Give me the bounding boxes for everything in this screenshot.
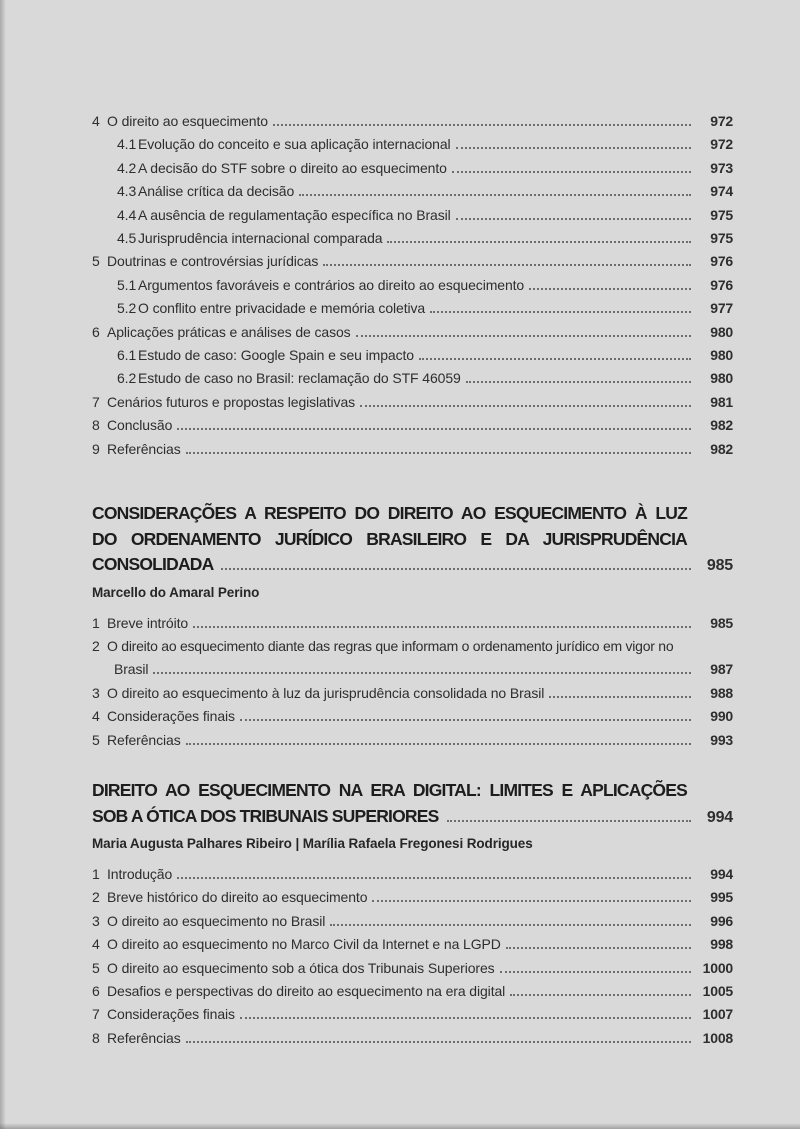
entry-number: 4.5 [117,230,137,247]
entry-number: 5 [92,731,100,748]
entry-number: 8 [92,417,100,434]
entry-page: 987 [710,661,733,678]
entry-title: Desafios e perspectivas do direito ao esquecimento na era digital [107,983,506,1000]
entry-page: 977 [710,300,733,317]
toc-content [92,110,733,1050]
entry-number: 4.2 [117,159,137,176]
dotted-leader [193,624,691,628]
entry-number: 6 [92,323,100,340]
toc-entry [92,1003,733,1026]
entry-title: O direito ao esquecimento à luz da jurisprudência consolidada no Brasil [107,684,545,701]
toc-entry [92,635,733,658]
entry-page: 995 [710,889,733,906]
entry-page: 982 [710,417,733,434]
entry-page: 993 [710,731,733,748]
toc-entry [92,1027,733,1050]
entry-number: 6 [92,983,100,1000]
dotted-leader [360,403,691,407]
toc-entry [92,933,733,956]
entry-title: Introdução [107,866,173,883]
dotted-leader [299,192,691,196]
dotted-leader [330,922,691,926]
entry-page: 976 [710,276,733,293]
entry-number: 7 [92,393,100,410]
toc-entry [92,274,733,297]
entry-title: O direito ao esquecimento sob a ótica dos Tribunais Superiores [107,959,495,976]
dotted-leader [323,262,691,266]
entry-number: 1 [92,614,100,631]
dotted-leader [419,356,691,360]
toc-entry [92,321,733,344]
entry-page: 976 [710,253,733,270]
entry-number: 6.1 [117,347,137,364]
toc-entry [92,729,733,752]
dotted-leader [240,717,691,721]
toc-entry [92,438,733,461]
entry-page: 988 [710,684,733,701]
dotted-leader [273,122,691,126]
toc-entry [92,658,733,681]
entry-title: Considerações finais [107,708,235,725]
entry-number: 5.2 [117,300,137,317]
entry-title: Conclusão [107,417,173,434]
dotted-leader [430,309,691,313]
toc-entry [92,110,733,133]
toc-chapter-1 [92,501,733,752]
dotted-leader [356,333,691,337]
entry-number: 7 [92,1006,100,1023]
toc-entry [92,910,733,933]
chapter-title [92,778,733,804]
dotted-leader [529,286,691,290]
entry-page: 972 [710,113,733,129]
entry-title: O direito ao esquecimento [107,113,268,129]
entry-page: 973 [710,159,733,176]
page-edge-shadow-left [0,0,6,1129]
entry-title: O direito ao esquecimento diante das regras que informam o ordenamento jurídico em vigor no [107,638,674,654]
dotted-leader [452,169,691,173]
entry-title: Brasil [114,661,149,678]
entry-title: Cenários futuros e propostas legislativas [107,393,356,410]
toc-entry [92,250,733,273]
entry-page: 998 [710,936,733,953]
entry-title: O conflito entre privacidade e memória coletiva [138,300,426,317]
toc-entry [92,705,733,728]
chapter-title-text: SOB A ÓTICA DOS TRIBUNAIS SUPERIORES [92,805,439,826]
entry-page: 975 [710,206,733,223]
entry-page: 1007 [702,1006,733,1023]
page-edge-shadow-bottom [0,1123,800,1129]
entry-number: 4.3 [117,183,137,200]
entry-title: Considerações finais [107,1006,235,1023]
entry-page: 985 [710,614,733,631]
dotted-leader [387,239,691,243]
dotted-leader [456,145,691,149]
entry-number: 5.1 [117,276,137,293]
toc-entry [92,227,733,250]
chapter-title-line: CONSIDERAÇÕES A RESPEITO DO DIREITO AO ESQUECIMENTO À LUZ [92,503,687,524]
entry-page: 1005 [702,983,733,1000]
toc-entry [92,682,733,705]
entry-page: 980 [710,347,733,364]
dotted-leader [447,818,691,822]
entry-title: Referências [107,440,181,457]
chapter-title-text: CONSOLIDADA [92,554,214,575]
entry-title: Estudo de caso: Google Spain e seu impacto [138,347,414,364]
dotted-leader [506,945,691,949]
dotted-leader [456,216,691,220]
dotted-leader [372,898,691,902]
entry-number: 4.1 [117,136,137,153]
entry-title: O direito ao esquecimento no Brasil [107,912,326,929]
dotted-leader [221,566,691,570]
entry-title: Breve intróito [107,614,189,631]
entry-title: Evolução do conceito e sua aplicação internacional [138,136,451,153]
toc-entry [92,980,733,1003]
toc-entry [92,612,733,635]
entry-page: 972 [710,136,733,153]
entry-title: Breve histórico do direito ao esquecimento [107,889,368,906]
entry-number: 4 [92,113,100,129]
dotted-leader [549,694,691,698]
chapter-title-line: DO ORDENAMENTO JURÍDICO BRASILEIRO E DA JURISPRUDÊNCIA [92,528,687,549]
entry-page: 980 [710,370,733,387]
dotted-leader [177,875,691,879]
dotted-leader [240,1015,691,1019]
chapter-authors: Maria Augusta Palhares Ribeiro | Marília Rafaela Fregonesi Rodrigues [92,836,533,852]
entry-number: 5 [92,959,100,976]
entry-page: 1008 [702,1029,733,1046]
toc-entry [92,414,733,437]
entry-page: 982 [710,440,733,457]
entry-number: 5 [92,253,100,270]
entry-title: A ausência de regulamentação específica no Brasil [138,206,451,223]
entry-number: 3 [92,684,100,701]
toc-entry [92,391,733,414]
chapter-page-number: 985 [706,557,733,575]
entry-title: Aplicações práticas e análises de casos [107,323,351,340]
entry-title: Doutrinas e controvérsias jurídicas [107,253,319,270]
chapter-entries [92,863,733,1050]
entry-number: 4.4 [117,206,137,223]
entry-number: 2 [92,889,100,906]
toc-entry [92,133,733,156]
dotted-leader [186,741,691,745]
toc-chapter-2 [92,778,733,1050]
toc-entry [92,180,733,203]
entry-title: Análise crítica da decisão [138,183,295,200]
chapter-title [92,501,733,552]
toc-entry [92,297,733,320]
toc-entry [92,367,733,390]
entry-title: Referências [107,731,181,748]
entry-number: 4 [92,936,100,953]
chapter-title-line: DIREITO AO ESQUECIMENTO NA ERA DIGITAL: LIMITES E APLICAÇÕES [92,780,687,801]
entry-page: 1000 [702,959,733,976]
dotted-leader [153,670,691,674]
entry-number: 6.2 [117,370,137,387]
chapter-page-number: 994 [706,808,733,826]
dotted-leader [500,969,691,973]
dotted-leader [510,992,691,996]
toc-section-previous-article [92,110,733,461]
entry-page: 990 [710,708,733,725]
entry-title: Estudo de caso no Brasil: reclamação do STF 46059 [138,370,461,387]
toc-entry [92,886,733,909]
entry-number: 4 [92,708,100,725]
dotted-leader [466,379,691,383]
entry-page: 981 [710,393,733,410]
dotted-leader [177,426,691,430]
toc-entry [92,863,733,886]
chapter-authors: Marcello do Amaral Perino [92,584,260,600]
entry-page: 994 [710,866,733,883]
chapter-entries [92,612,733,752]
entry-number: 2 [92,638,100,654]
entry-number: 9 [92,440,100,457]
entry-number: 8 [92,1029,100,1046]
toc-entry [92,344,733,367]
dotted-leader [186,450,691,454]
entry-number: 3 [92,912,100,929]
entry-page: 980 [710,323,733,340]
entry-page: 996 [710,912,733,929]
dotted-leader [186,1039,691,1043]
entry-page: 975 [710,230,733,247]
entry-title: Referências [107,1029,181,1046]
toc-entry [92,957,733,980]
entry-title: Jurisprudência internacional comparada [138,230,383,247]
entry-page: 974 [710,183,733,200]
entry-title: O direito ao esquecimento no Marco Civil da Internet e na LGPD [107,936,501,953]
toc-entry [92,204,733,227]
entry-title: A decisão do STF sobre o direito ao esquecimento [138,159,447,176]
entry-title: Argumentos favoráveis e contrários ao direito ao esquecimento [138,276,525,293]
entry-number: 1 [92,866,100,883]
chapter-title-last-row [92,804,733,831]
toc-entry [92,157,733,180]
chapter-title-last-row [92,552,733,579]
